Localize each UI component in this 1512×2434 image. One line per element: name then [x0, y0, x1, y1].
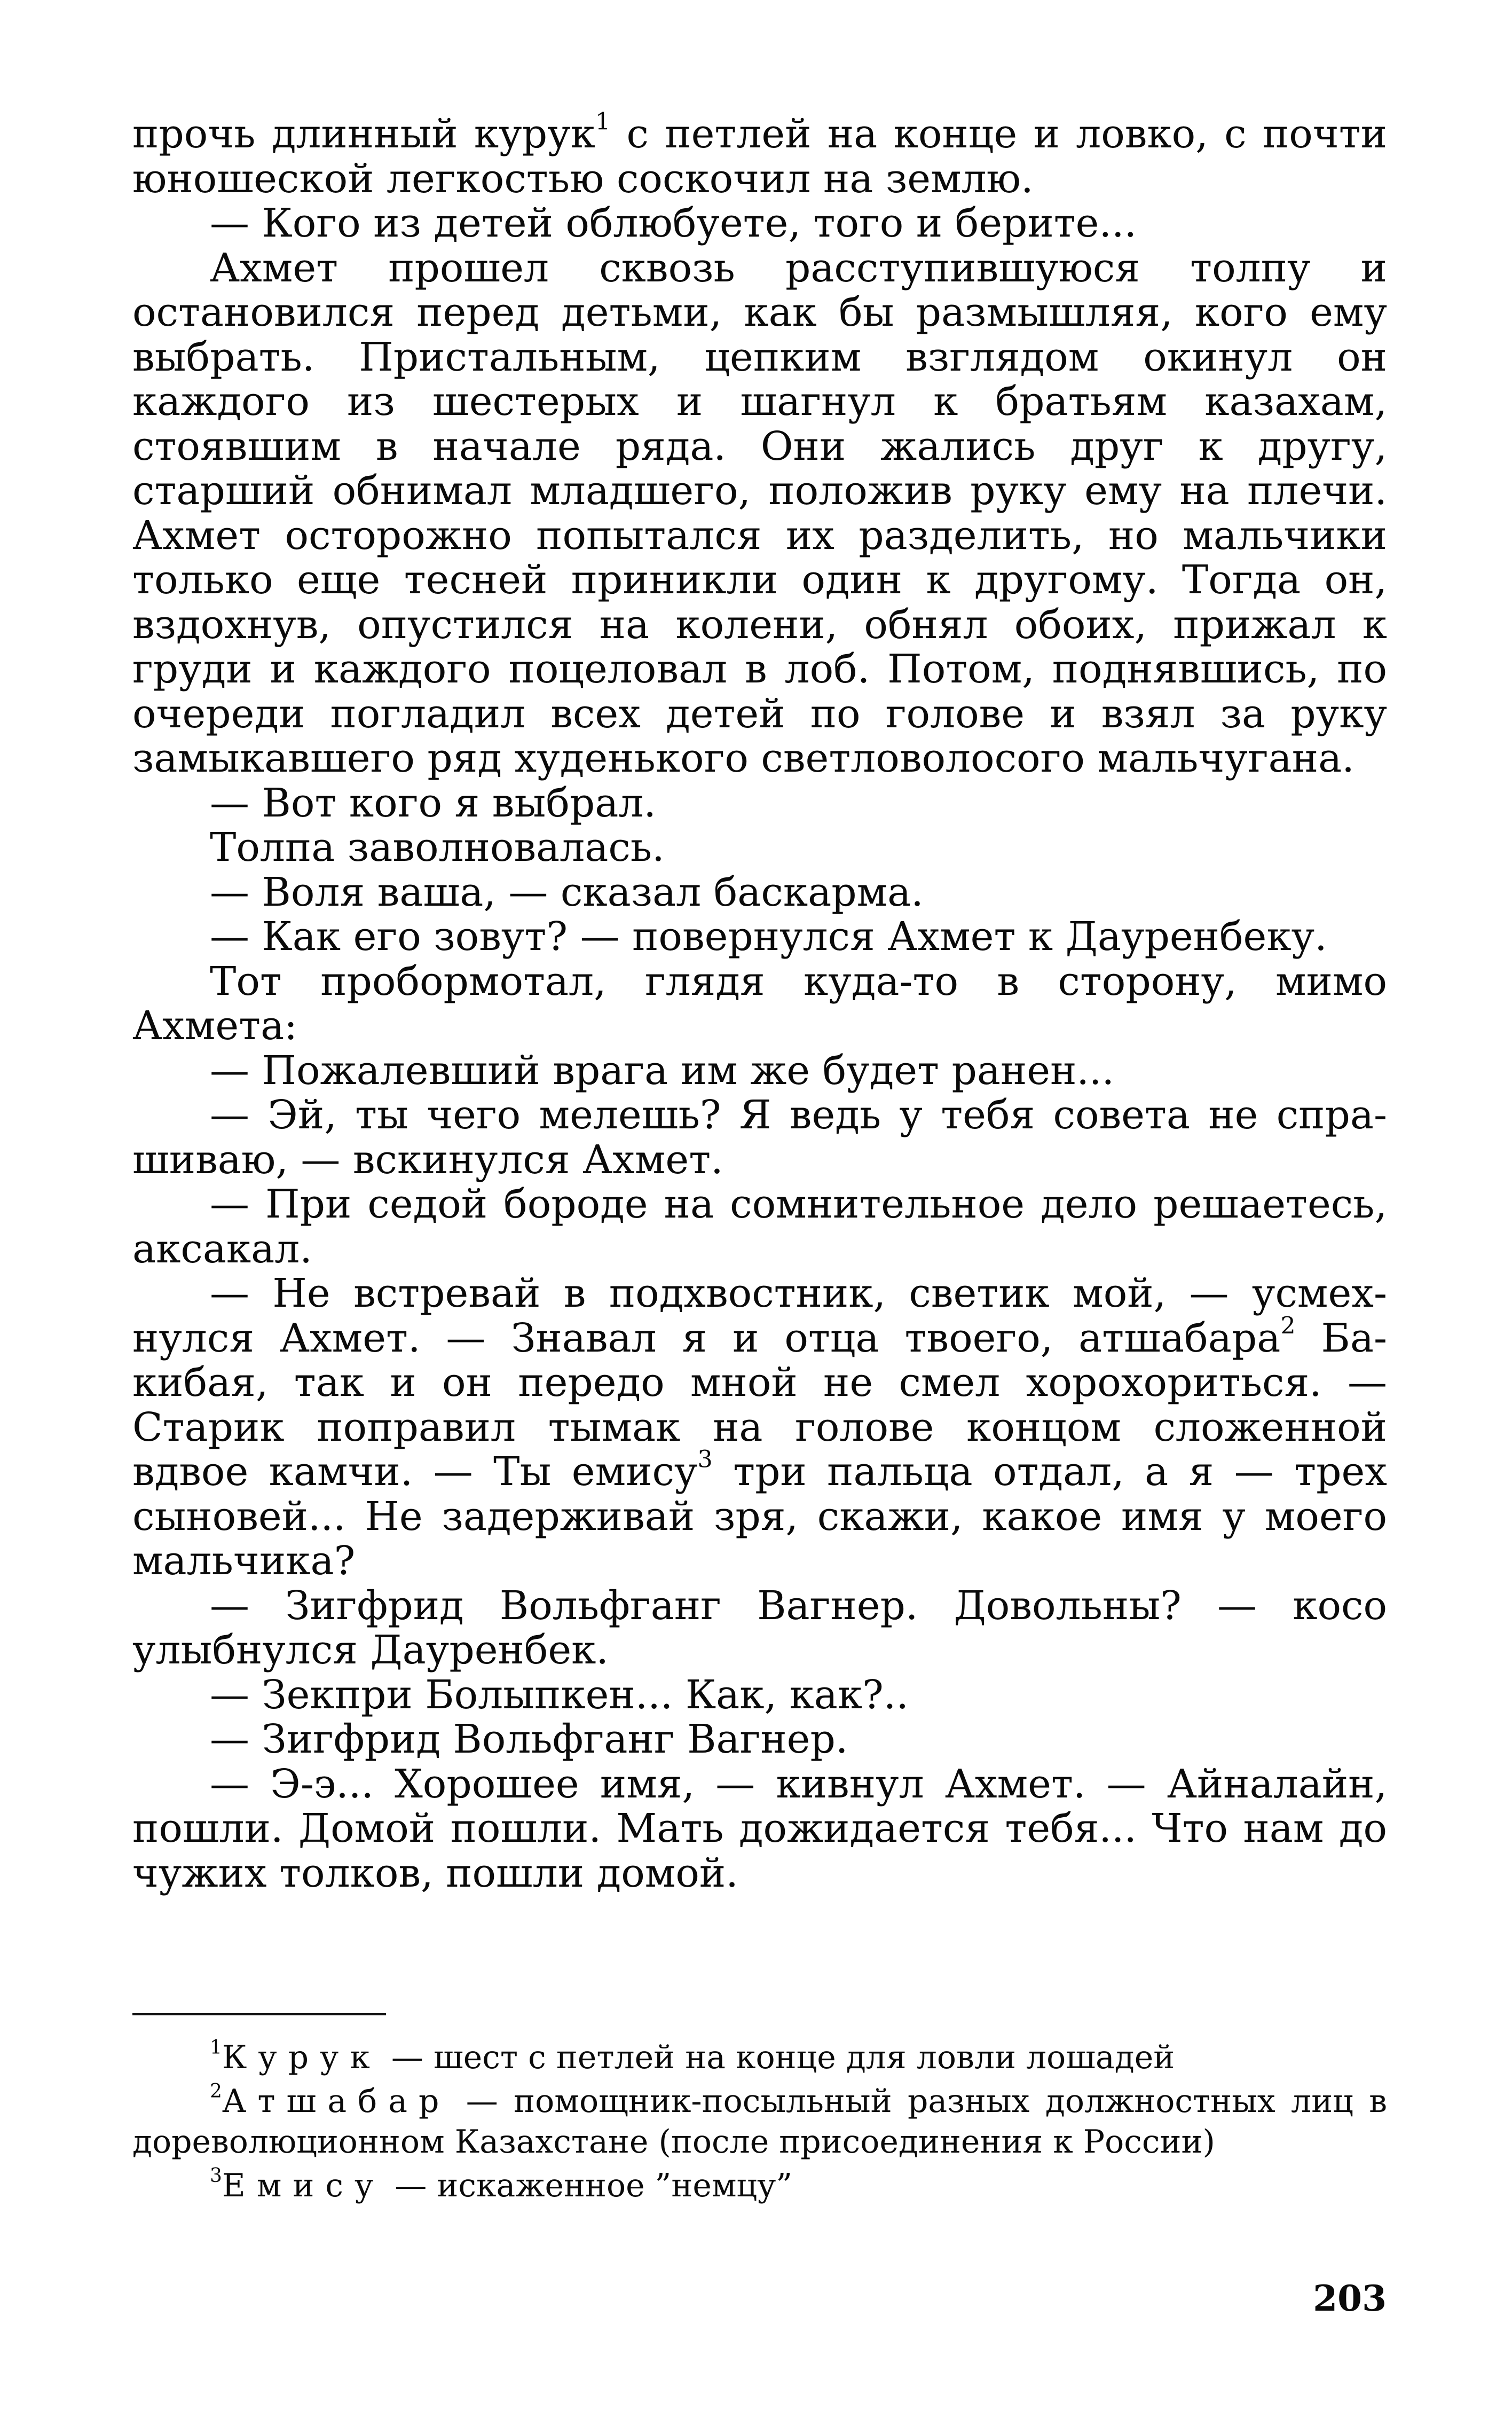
- footnote-3: $^3$Емису — искаженное ”немцу”: [210, 2165, 793, 2204]
- paragraph-12: — Не встревай в подхвостник, светик мой, — усмехнулся Ахмет. — Знавал я и отца твоего, атшабара$^2$ Бакибая, так и он передо мной не смел хорохориться. — Старик поправил тымак на голове концом сложенной вдвое камчи. — Ты емису$^3$ три пальца отдал, а я — трех сыновей... Не задерживай зря, скажи, какое имя у моего мальчика?: [132, 1270, 1388, 1584]
- paragraph-4: — Вот кого я выбрал.: [210, 780, 656, 826]
- paragraph-15: — Зигфрид Вольфганг Вагнер.: [210, 1716, 848, 1762]
- paragraph-13: — Зигфрид Вольфганг Вагнер. Довольны? — косо улыбнулся Дауренбек.: [132, 1582, 1387, 1673]
- footnote-ref-2: 2: [1280, 1312, 1296, 1340]
- footnote-ref-3: 3: [697, 1446, 713, 1473]
- footnotes: [132, 2037, 1387, 2209]
- paragraph-2: — Кого из детей облюбуете, того и берите...: [210, 200, 1137, 246]
- paragraph-11: — При седой бороде на сомнительное дело решаетесь, аксакал.: [132, 1181, 1387, 1272]
- paragraph-10: — Эй, ты чего мелешь? Я ведь у тебя совета не спрашиваю, — вскинулся Ахмет.: [132, 1092, 1387, 1183]
- paragraph-16: — Э-э... Хорошее имя, — кивнул Ахмет. — Айналайн, пошли. Домой пошли. Мать дожидается тебя... Что нам до чужих толков, пошли домой.: [132, 1761, 1387, 1896]
- paragraph-8: Тот пробормотал, глядя куда-то в сторону, мимо Ахмета:: [132, 958, 1387, 1049]
- footnote-1: $^1$Курук — шест с петлей на конце для ловли лошадей: [210, 2037, 1175, 2076]
- footnote-separator: [132, 2013, 386, 2015]
- paragraph-3: Ахмет прошел сквозь расступившуюся толпу и остановился перед детьми, как бы размышляя, кого ему выбрать. Пристальным, цепким взглядом окинул он каждого из шестерых и шагнул к братьям казахам, стоявшим в начале ряда. Они жались друг к другу, старший обнимал младшего, положив руку ему на плечи. Ахмет осторожно попытался их разделить, но мальчики только еще тесней приникли один к другому. Тогда он, вздохнув, опустился на колени, обнял обоих, прижал к груди и каждого поцеловал в лоб. Потом, поднявшись, по очереди погладил всех детей по голове и взял за руку замыкавшего ряд худенького светловолосого мальчугана.: [132, 245, 1387, 781]
- paragraph-1: прочь длинный курук$^1$ с петлей на конце и ловко, с почти юношеской легкостью соскочил на землю.: [132, 108, 1387, 202]
- paragraph-5: Толпа заволновалась.: [210, 825, 665, 870]
- body-text: [132, 108, 1388, 1896]
- footnote-2: $^2$Атшабар — помощник-посыльный разных должностных лиц в дореволюционном Казахстане (после присоединения к России): [132, 2080, 1387, 2161]
- paragraph-6: — Воля ваша, — сказал баскарма.: [210, 869, 924, 915]
- paragraph-7: — Как его зовут? — повернулся Ахмет к Дауренбеку.: [210, 914, 1327, 960]
- footnote-ref-1: 1: [595, 108, 611, 136]
- paragraph-14: — Зекпри Болыпкен... Как, как?..: [210, 1671, 909, 1718]
- page-number: 203: [1313, 2278, 1387, 2319]
- paragraph-9: — Пожалевший врага им же будет ранен...: [210, 1047, 1114, 1094]
